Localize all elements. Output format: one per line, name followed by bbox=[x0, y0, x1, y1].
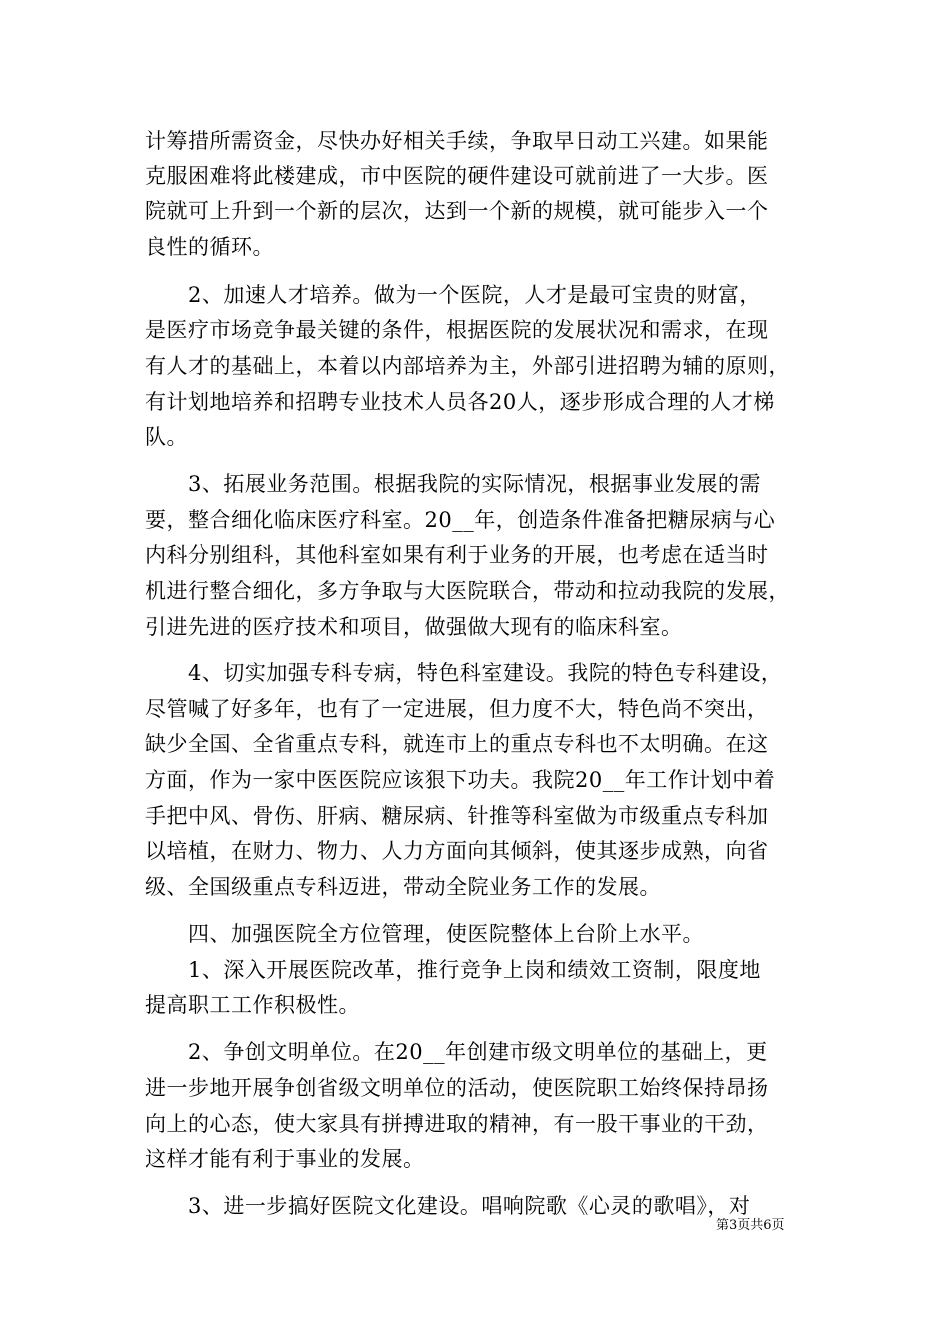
text-line: 3、拓展业务范围。根据我院的实际情况，根据事业发展的需 bbox=[188, 472, 761, 496]
text-line: 有人才的基础上，本着以内部培养为主，外部引进招聘为辅的原则， bbox=[145, 354, 790, 378]
text-line: 向上的心态，使大家具有拼搏进取的精神，有一股干事业的干劲， bbox=[145, 1112, 769, 1136]
text-line: 克服困难将此楼建成，市中医院的硬件建设可就前进了一大步。医 bbox=[145, 164, 769, 188]
text-line: 尽管喊了好多年，也有了一定进展，但力度不大，特色尚不突出， bbox=[145, 697, 769, 721]
text-line: 3、进一步搞好医院文化建设。唱响院歌《心灵的歌唱》，对 bbox=[188, 1194, 751, 1218]
text-line: 级、全国级重点专科迈进，带动全院业务工作的发展。 bbox=[145, 875, 661, 899]
text-line: 良性的循环。 bbox=[145, 235, 274, 259]
text-line: 这样才能有利于事业的发展。 bbox=[145, 1147, 425, 1171]
text-line: 四、加强医院全方位管理，使医院整体上台阶上水平。 bbox=[188, 922, 704, 946]
text-line: 进一步地开展争创省级文明单位的活动，使医院职工始终保持昂扬 bbox=[145, 1076, 769, 1100]
text-line: 内科分别组科，其他科室如果有利于业务的开展，也考虑在适当时 bbox=[145, 543, 769, 567]
text-line: 方面，作为一家中医医院应该狠下功夫。我院20__年工作计划中着 bbox=[145, 768, 776, 792]
page-number: 第3页共6页 bbox=[716, 1218, 785, 1233]
text-line: 提高职工工作积极性。 bbox=[145, 993, 360, 1017]
text-line: 手把中风、骨伤、肝病、糖尿病、针推等科室做为市级重点专科加 bbox=[145, 804, 769, 828]
text-line: 是医疗市场竞争最关键的条件，根据医院的发展状况和需求，在现 bbox=[145, 318, 769, 342]
text-line: 计筹措所需资金，尽快办好相关手续，争取早日动工兴建。如果能 bbox=[145, 129, 769, 153]
text-line: 2、加速人才培养。做为一个医院，人才是最可宝贵的财富， bbox=[188, 283, 761, 307]
text-line: 要，整合细化临床医疗科室。20__年，创造条件准备把糖尿病与心 bbox=[145, 508, 776, 532]
text-line: 机进行整合细化，多方争取与大医院联合，带动和拉动我院的发展， bbox=[145, 579, 790, 603]
text-line: 队。 bbox=[145, 425, 188, 449]
text-line: 引进先进的医疗技术和项目，做强做大现有的临床科室。 bbox=[145, 615, 683, 639]
text-line: 2、争创文明单位。在20__年创建市级文明单位的基础上，更 bbox=[188, 1040, 768, 1064]
text-line: 院就可上升到一个新的层次，达到一个新的规模，就可能步入一个 bbox=[145, 199, 769, 223]
text-line: 缺少全国、全省重点专科，就连市上的重点专科也不太明确。在这 bbox=[145, 732, 769, 756]
text-line: 以培植，在财力、物力、人力方面向其倾斜，使其逐步成熟，向省 bbox=[145, 839, 769, 863]
text-line: 有计划地培养和招聘专业技术人员各20人，逐步形成合理的人才梯 bbox=[145, 390, 775, 414]
text-line: 4、切实加强专科专病，特色科室建设。我院的特色专科建设， bbox=[188, 661, 783, 685]
text-line: 1、深入开展医院改革，推行竞争上岗和绩效工资制，限度地 bbox=[188, 958, 761, 982]
